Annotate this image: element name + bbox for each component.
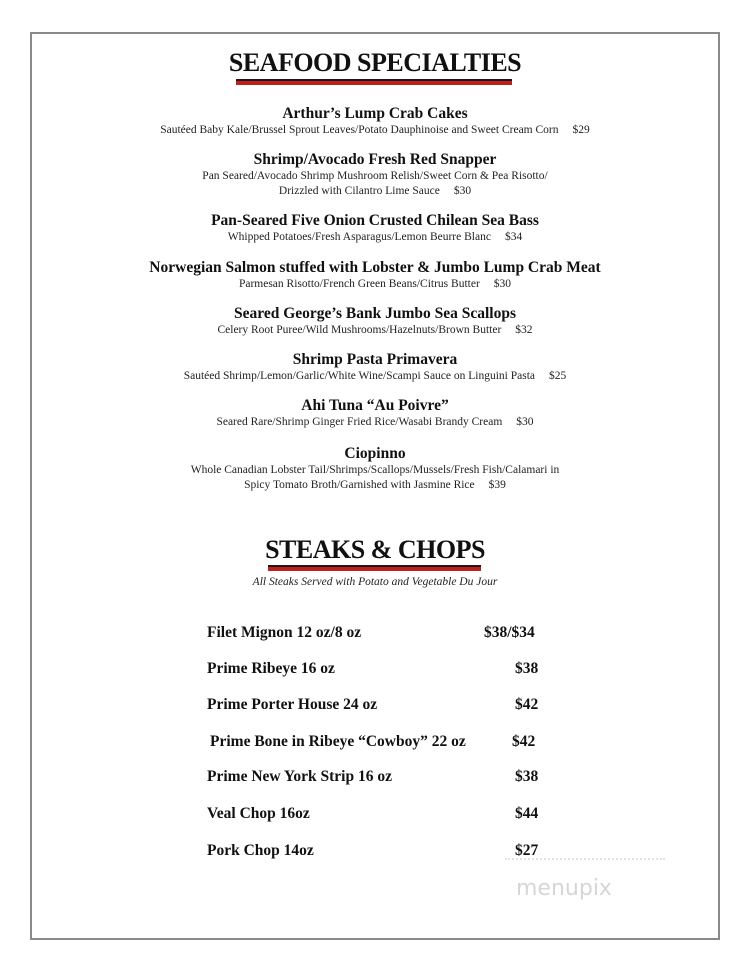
steak-name: Pork Chop 14oz [207, 842, 314, 859]
dish-name: Shrimp Pasta Primavera [292, 351, 458, 368]
dish-name: Pan-Seared Five Onion Crusted Chilean Sea Bass [211, 212, 539, 229]
watermark-dots [505, 858, 665, 864]
steaks-section-title: STEAKS & CHOPS [265, 535, 485, 564]
dish-price: $32 [515, 324, 533, 336]
dish-price: $30 [516, 416, 534, 428]
steak-price: $44 [515, 805, 539, 822]
dish-description: Sautéed Shrimp/Lemon/Garlic/White Wine/Scampi Sauce on Linguini Pasta $25 [183, 370, 567, 382]
menupix-watermark: menupix [516, 876, 612, 901]
steak-price: $38/$34 [484, 624, 535, 641]
dish-name: Shrimp/Avocado Fresh Red Snapper [253, 151, 497, 168]
steak-name: Prime Ribeye 16 oz [207, 660, 335, 677]
dish-name: Ahi Tuna “Au Poivre” [301, 397, 449, 414]
dish-description: Seared Rare/Shrimp Ginger Fried Rice/Wasabi Brandy Cream $30 [216, 416, 534, 428]
dish-price: $39 [488, 479, 506, 491]
seafood-item [0, 397, 750, 430]
dish-price: $29 [572, 124, 590, 136]
dish-description: Parmesan Risotto/French Green Beans/Citrus Butter $30 [238, 278, 512, 290]
seafood-item [0, 259, 750, 292]
steaks-title-rule [268, 565, 481, 571]
dish-price: $30 [493, 278, 512, 290]
steak-item [207, 842, 552, 864]
steak-item [207, 660, 552, 682]
steak-item [210, 733, 555, 755]
seafood-section-title: SEAFOOD SPECIALTIES [228, 48, 522, 77]
dish-price: $25 [549, 370, 567, 382]
seafood-title-rule [236, 79, 512, 85]
steak-name: Veal Chop 16oz [207, 805, 310, 822]
seafood-item [0, 445, 750, 493]
seafood-item [0, 212, 750, 245]
seafood-item [0, 351, 750, 384]
dish-price: $34 [504, 231, 523, 243]
steak-item [207, 768, 552, 790]
dish-name: Arthur’s Lump Crab Cakes [282, 105, 468, 122]
seafood-item [0, 151, 750, 199]
steak-item [207, 805, 552, 827]
dish-name: Ciopinno [344, 445, 406, 462]
steaks-subtitle: All Steaks Served with Potato and Vegetable Du Jour [252, 576, 498, 588]
steak-name: Prime New York Strip 16 oz [207, 768, 392, 785]
steak-price: $27 [515, 842, 539, 859]
steak-price: $42 [512, 733, 536, 750]
dish-description: Celery Root Puree/Wild Mushrooms/Hazelnuts/Brown Butter $32 [217, 324, 533, 336]
dish-description: Pan Seared/Avocado Shrimp Mushroom Relish/Sweet Corn & Pea Risotto/ [202, 170, 548, 182]
steak-item [207, 624, 552, 646]
dish-price: $30 [453, 185, 472, 197]
dish-description: Drizzled with Cilantro Lime Sauce $30 [278, 185, 472, 197]
steak-name: Filet Mignon 12 oz/8 oz [207, 624, 362, 641]
steak-price: $38 [515, 768, 539, 785]
steak-price: $42 [515, 696, 539, 713]
dish-description: Whipped Potatoes/Fresh Asparagus/Lemon Beurre Blanc $34 [227, 231, 523, 243]
dish-description: Whole Canadian Lobster Tail/Shrimps/Scallops/Mussels/Fresh Fish/Calamari in [190, 464, 560, 476]
steak-name: Prime Porter House 24 oz [207, 696, 378, 713]
steak-item [207, 696, 552, 718]
steak-name: Prime Bone in Ribeye “Cowboy” 22 oz [210, 733, 466, 750]
dish-description: Sautéed Baby Kale/Brussel Sprout Leaves/Potato Dauphinoise and Sweet Cream Corn $29 [160, 124, 590, 136]
steak-price: $38 [515, 660, 539, 677]
seafood-item [0, 305, 750, 338]
seafood-item [0, 105, 750, 138]
dish-name: Norwegian Salmon stuffed with Lobster & Jumbo Lump Crab Meat [149, 259, 601, 276]
dish-name: Seared George’s Bank Jumbo Sea Scallops [233, 305, 517, 322]
dish-description: Spicy Tomato Broth/Garnished with Jasmine Rice $39 [244, 479, 506, 491]
